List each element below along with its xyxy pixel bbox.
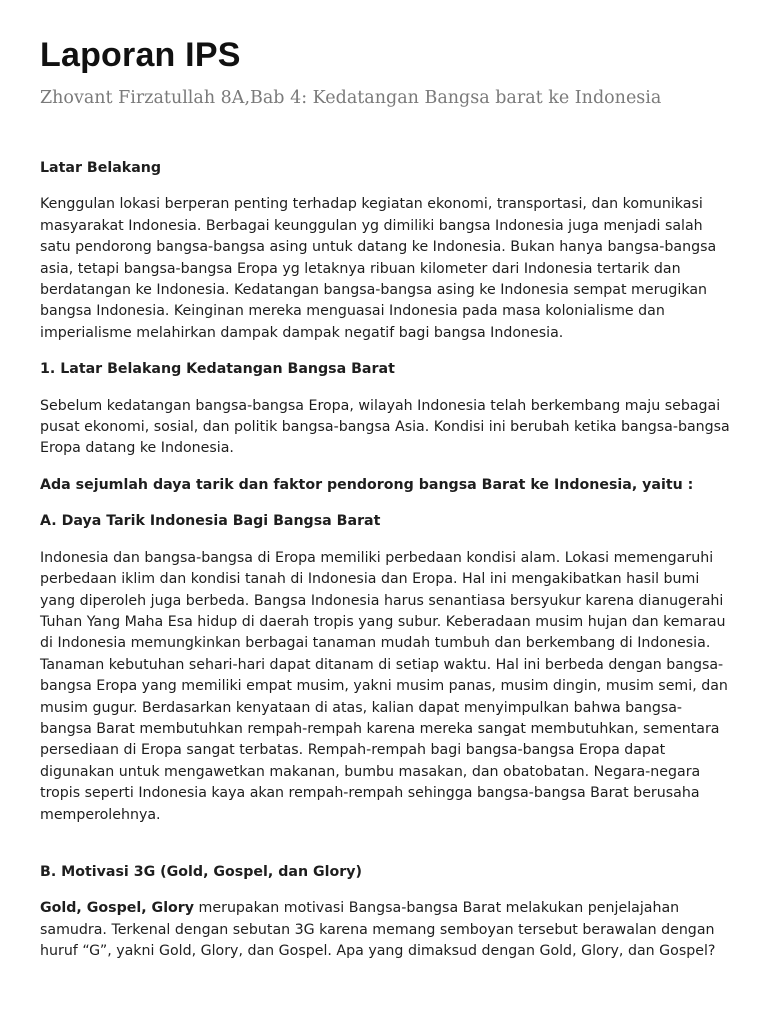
paragraph-section-b <box>40 898 730 962</box>
heading-section-b: B. Motivasi 3G (Gold, Gospel, dan Glory) <box>40 863 362 880</box>
heading-section-a: A. Daya Tarik Indonesia Bagi Bangsa Barat <box>40 513 381 530</box>
document-subtitle: Zhovant Firzatullah 8A,Bab 4: Kedatangan Bangsa barat ke Indonesia <box>40 88 662 108</box>
paragraph-section-1: Sebelum kedatangan bangsa-bangsa Eropa, wilayah Indonesia telah berkembang maju sebagai pusat ekonomi, sosial, dan politik bangsa-bangsa Asia. Kondisi ini berubah ketika bangsa-bangsa Eropa datang ke Indonesia. <box>40 397 730 457</box>
bold-lead-3g: Gold, Gospel, Glory <box>40 900 195 917</box>
intro-daya-tarik: Ada sejumlah daya tarik dan faktor pendorong bangsa Barat ke Indonesia, yaitu : <box>40 476 694 493</box>
paragraph-latar-belakang: Kenggulan lokasi berperan penting terhadap kegiatan ekonomi, transportasi, dan komunikasi masyarakat Indonesia. Berbagai keunggulan yg dimiliki bangsa Indonesia juga menjadi salah satu pendorong bangsa-bangsa asing untuk datang ke Indonesia. Bukan hanya bangsa-bangsa asia, tetapi bangsa-bangsa Eropa yg letaknya ribuan kilometer dari Indonesia tertarik dan berdatangan ke Indonesia. Kedatangan bangsa-bangsa asing ke Indonesia sempat merugikan bangsa Indonesia. Keinginan mereka menguasai Indonesia pada masa kolonialisme dan imperialisme melahirkan dampak dampak negatif bagi bangsa Indonesia. <box>40 196 717 341</box>
document-title: Laporan IPS <box>40 36 241 74</box>
heading-section-1: 1. Latar Belakang Kedatangan Bangsa Barat <box>40 361 395 378</box>
heading-latar-belakang: Latar Belakang <box>40 160 162 176</box>
paragraph-section-b-text: merupakan motivasi Bangsa-bangsa Barat melakukan penjelajahan samudra. Terkenal dengan sebutan 3G karena memang semboyan tersebut berawalan dengan huruf “G”, yakni Gold, Glory, dan Gospel. Apa yang dimaksud dengan Gold, Glory, dan Gospel? <box>40 900 716 960</box>
document-body <box>40 158 730 978</box>
paragraph-section-a: Indonesia dan bangsa-bangsa di Eropa memiliki perbedaan kondisi alam. Lokasi memengaruhi perbedaan iklim dan kondisi tanah di Indonesia dan Eropa. Hal ini mengakibatkan hasil bumi yang diperoleh juga berbeda. Bangsa Indonesia harus senantiasa bersyukur karena dianugerahi Tuhan Yang Maha Esa hidup di daerah tropis yang subur. Keberadaan musim hujan dan kemarau di Indonesia memungkinkan berbagai tanaman mudah tumbuh dan berkembang di Indonesia. Tanaman kebutuhan sehari-hari dapat ditanam di setiap waktu. Hal ini berbeda dengan bangsa-bangsa Eropa yang memiliki empat musim, yakni musim panas, musim dingin, musim semi, dan musim gugur. Berdasarkan kenyataan di atas, kalian dapat menyimpulkan bahwa bangsa-bangsa Barat membutuhkan rempah-rempah karena mereka sangat membutuhkan, sementara persediaan di Eropa sangat terbatas. Rempah-rempah bagi bangsa-bangsa Eropa dapat digunakan untuk mengawetkan makanan, bumbu masakan, dan obatobatan. Negara-negara tropis seperti Indonesia kaya akan rempah-rempah sehingga bangsa-bangsa Barat berusaha memperolehnya. <box>40 549 728 823</box>
